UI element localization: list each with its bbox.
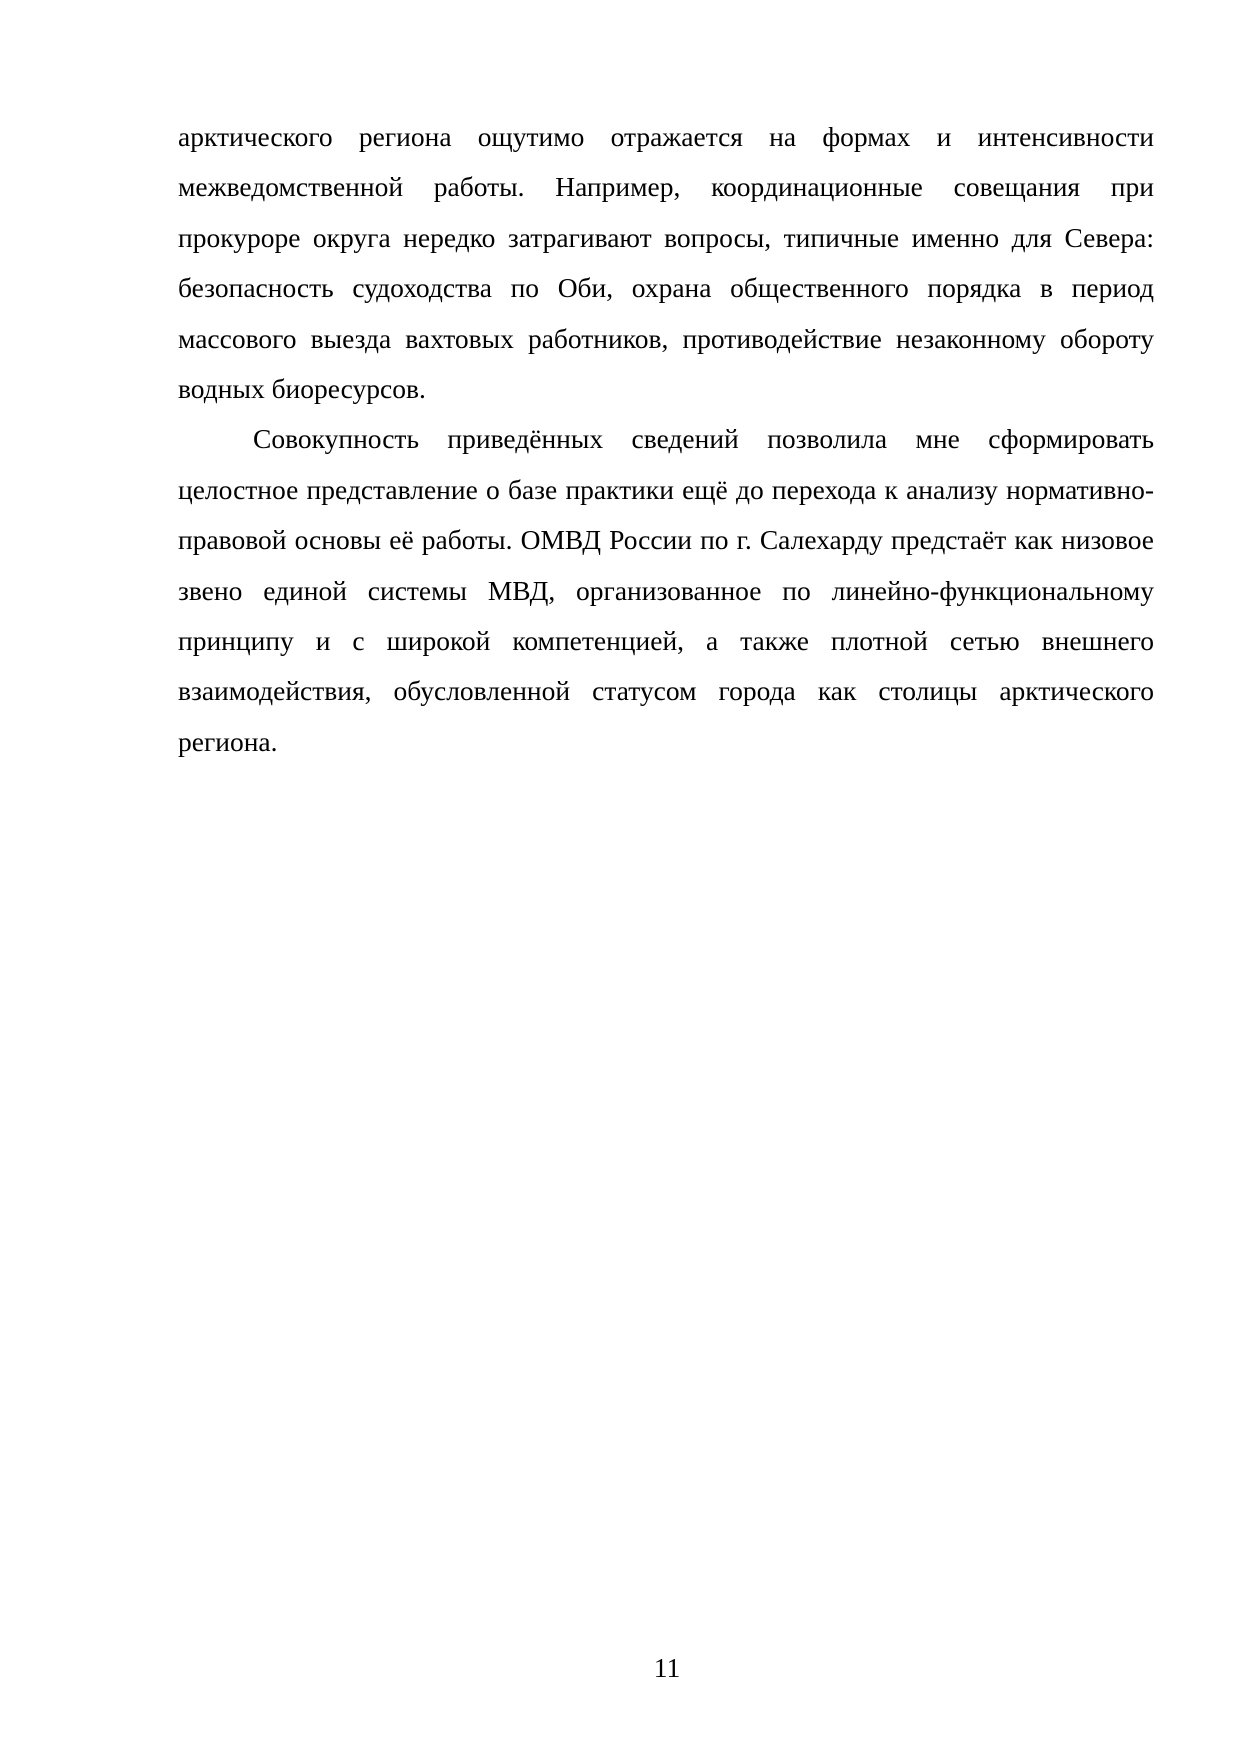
page-number: 11: [653, 1652, 681, 1683]
page-body-text: [178, 112, 1154, 767]
paragraph-summary: Совокупность приведённых сведений позволила мне сформировать целостное представление о базе практики ещё до перехода к анализу нормативно-правовой основы её работы. ОМВД России по г. Салехарду предстаёт как низовое звено единой системы МВД, организованное по линейно-функциональному принципу и с широкой компетенцией, а также плотной сетью внешнего взаимодействия, обусловленной статусом города как столицы арктического региона.: [178, 423, 1154, 757]
paragraph-continuation: арктического региона ощутимо отражается на формах и интенсивности межведомственной работы. Например, координационные совещания при прокуроре округа нередко затрагивают вопросы, типичные именно для Севера: безопасность судоходства по Оби, охрана общественного порядка в период массового выезда вахтовых работников, противодействие незаконному обороту водных биоресурсов.: [178, 121, 1154, 405]
